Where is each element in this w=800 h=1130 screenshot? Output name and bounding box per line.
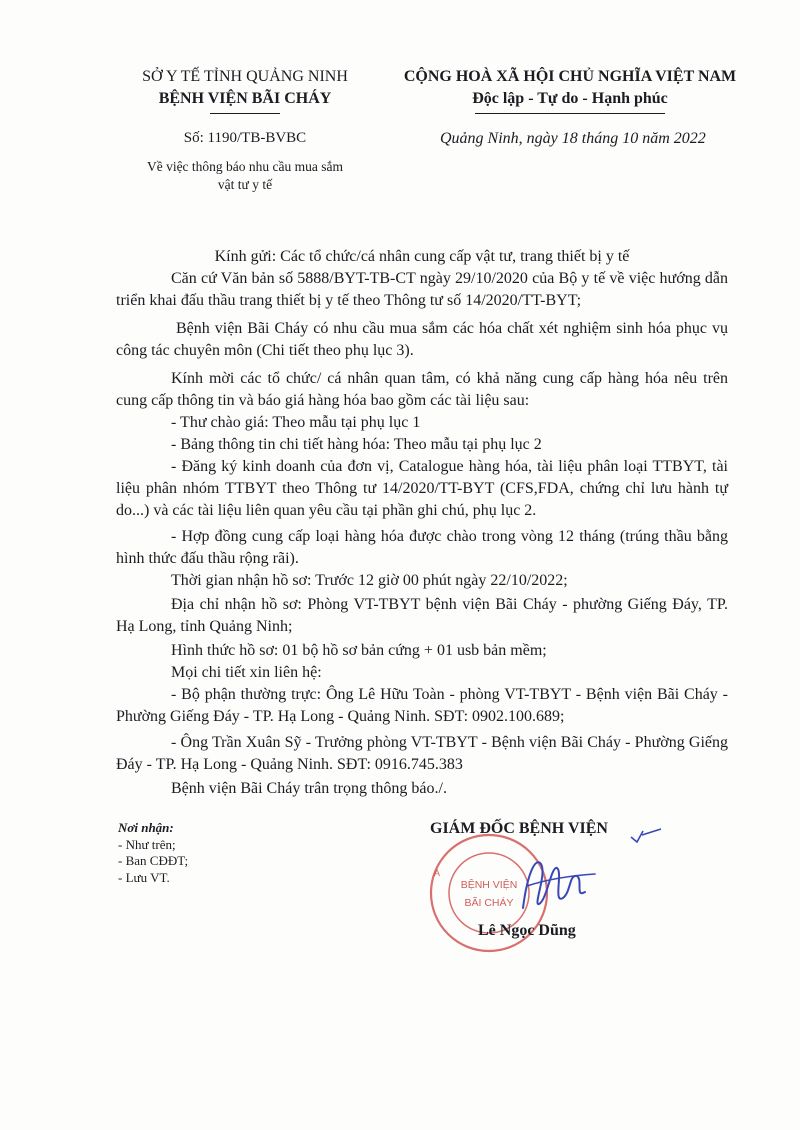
recipient-item: - Như trên;: [118, 836, 176, 852]
contact-heading: Mọi chi tiết xin liên hệ:: [171, 664, 322, 681]
motto-underline: [475, 113, 665, 114]
svg-text:BỆNH VIỆN: BỆNH VIỆN: [460, 879, 518, 891]
required-doc-item: - Hợp đồng cung cấp loại hàng hóa được chào trong vòng 12 tháng (trúng thầu bằng hình thức đấu thầu rộng rãi).: [116, 528, 728, 567]
issuer-block: [110, 66, 380, 114]
subject-line-2: vật tư y tế: [217, 177, 273, 192]
svg-text:A: A: [434, 868, 441, 878]
issuer-underline: [210, 113, 280, 114]
recipients-title: Nơi nhận:: [118, 820, 174, 835]
issuer-name: BỆNH VIỆN BÃI CHÁY: [158, 90, 332, 107]
submission-address: Địa chỉ nhận hồ sơ: Phòng VT-TBYT bệnh viện Bãi Cháy - phường Giếng Đáy, TP. Hạ Long, tỉnh Quảng Ninh;: [116, 596, 728, 635]
legal-basis: Căn cứ Văn bản số 5888/BYT-TB-CT ngày 29/10/2020 của Bộ y tế về việc hướng dẫn triển khai đấu thầu trang thiết bị y tế theo Thông tư số 14/2020/TT-BYT;: [116, 270, 728, 309]
document-body: [116, 246, 728, 800]
handwritten-signature: [505, 846, 655, 926]
subject-line-1: Về việc thông báo nhu cầu mua sắm: [146, 159, 344, 174]
signer-name: Lê Ngọc Dũng: [478, 922, 576, 939]
recipient-item: - Ban CĐĐT;: [118, 853, 189, 868]
required-doc-item: - Đăng ký kinh doanh của đơn vị, Catalogue hàng hóa, tài liệu phân loại TTBYT, tài liệu phân nhóm TTBYT theo Thông tư 14/2020/TT-BYT (CFS,FDA, chứng chỉ lưu hành tự do...) và các tài liệu liên quan yêu cầu tại phần ghi chú, phụ lục 2.: [116, 458, 728, 519]
required-doc-item: - Bảng thông tin chi tiết hàng hóa: Theo mẫu tại phụ lục 2: [171, 436, 542, 453]
initial-mark: [628, 823, 664, 845]
motto: Độc lập - Tự do - Hạnh phúc: [472, 90, 668, 107]
submission-format: Hình thức hồ sơ: 01 bộ hồ sơ bản cứng + 01 usb bản mềm;: [171, 642, 547, 659]
recipients-block: [118, 820, 188, 886]
svg-text:BÃI CHÁY: BÃI CHÁY: [464, 897, 514, 909]
national-heading: [380, 66, 760, 114]
contact-item: - Bộ phận thường trực: Ông Lê Hữu Toàn - phòng VT-TBYT - Bệnh viện Bãi Cháy - Phường Giếng Đáy - TP. Hạ Long - Quảng Ninh. SĐT: 0902.100.689;: [116, 686, 728, 725]
document-number: Số: 1190/TB-BVBC: [183, 130, 307, 146]
subject: [110, 158, 380, 194]
closing-line: Bệnh viện Bãi Cháy trân trọng thông báo./.: [171, 780, 447, 797]
recipient-item: - Lưu VT.: [118, 869, 170, 885]
submission-deadline: Thời gian nhận hồ sơ: Trước 12 giờ 00 phút ngày 22/10/2022;: [171, 572, 568, 589]
signer-title: GIÁM ĐỐC BỆNH VIỆN: [430, 820, 608, 837]
required-doc-item: - Thư chào giá: Theo mẫu tại phụ lục 1: [171, 414, 421, 431]
salutation: Kính gửi: Các tổ chức/cá nhân cung cấp vật tư, trang thiết bị y tế: [214, 248, 630, 265]
issuer-parent: SỞ Y TẾ TỈNH QUẢNG NINH: [142, 68, 348, 85]
issue-date: Quảng Ninh, ngày 18 tháng 10 năm 2022: [440, 130, 706, 147]
nation-name: CỘNG HOÀ XÃ HỘI CHỦ NGHĨA VIỆT NAM: [403, 68, 737, 85]
purchase-need: Bệnh viện Bãi Cháy có nhu cầu mua sắm các hóa chất xét nghiệm sinh hóa phục vụ công tác chuyên môn (Chi tiết theo phụ lục 3).: [116, 320, 728, 359]
invitation: Kính mời các tổ chức/ cá nhân quan tâm, có khả năng cung cấp hàng hóa nêu trên cung cấp thông tin và báo giá hàng hóa bao gồm các tài liệu sau:: [116, 370, 728, 409]
contact-item: - Ông Trần Xuân Sỹ - Trưởng phòng VT-TBYT - Bệnh viện Bãi Cháy - Phường Giếng Đáy - TP. Hạ Long - Quảng Ninh. SĐT: 0916.745.383: [116, 734, 728, 773]
